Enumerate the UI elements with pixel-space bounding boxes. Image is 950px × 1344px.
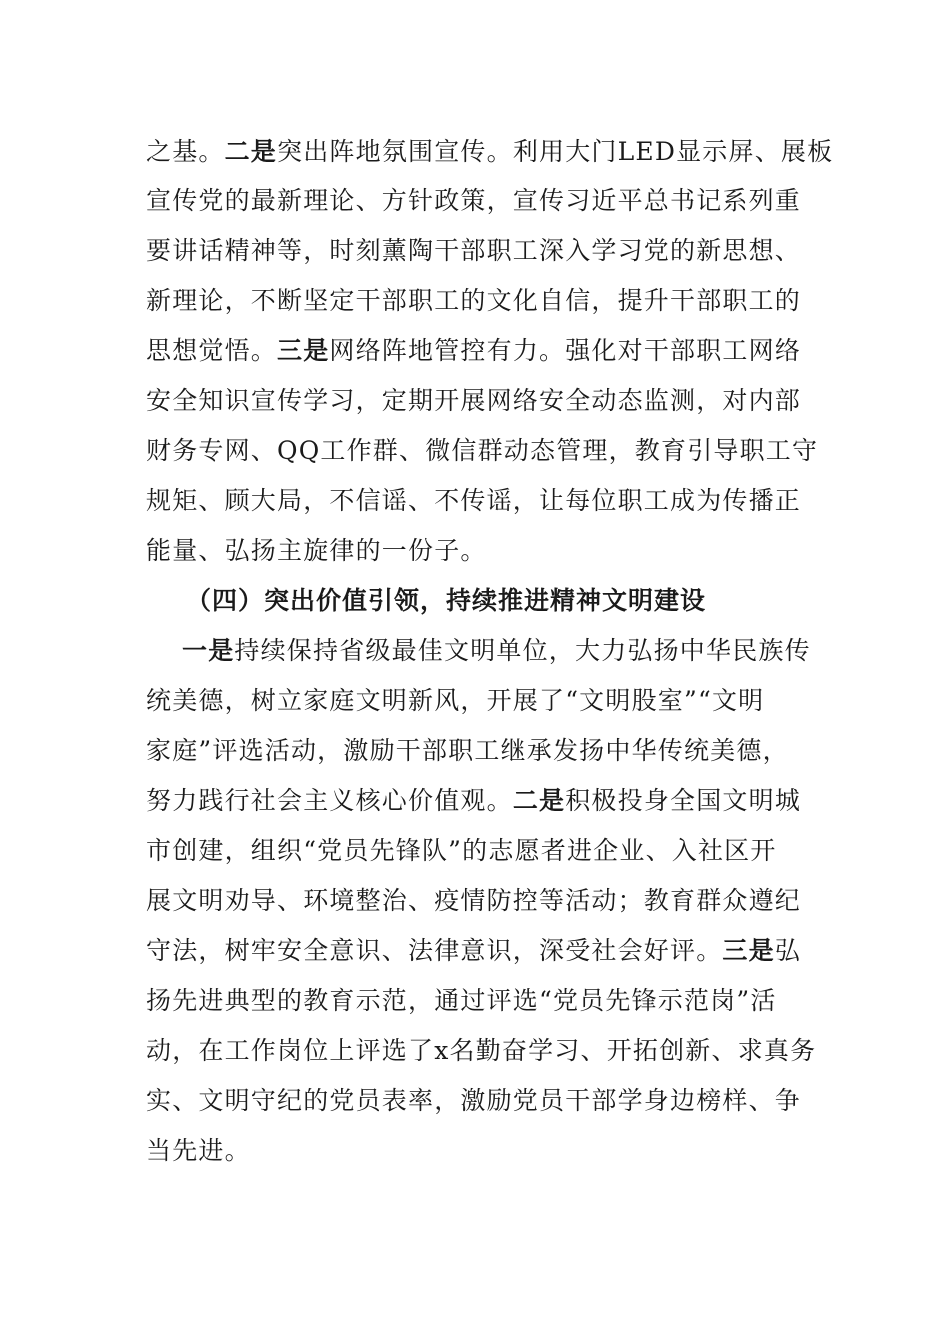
- paragraph-line: [146, 386, 826, 416]
- text-run: 突出阵地氛围宣传。利用大门LED显示屏、展板: [277, 137, 834, 166]
- paragraph-line: [146, 536, 826, 566]
- text-run: 动，在工作岗位上评选了x名勤奋学习、开拓创新、求真务: [146, 1036, 817, 1065]
- paragraph-line: [146, 137, 834, 167]
- text-run: 要讲话精神等，时刻薰陶干部职工深入学习党的新思想、: [146, 236, 802, 265]
- section-heading-text: （四）突出价值引领，持续推进精神文明建设: [186, 586, 707, 615]
- paragraph-line: [146, 836, 826, 866]
- paragraph-line: [146, 486, 826, 516]
- paragraph-line: [146, 786, 826, 816]
- text-run: 安全知识宣传学习，定期开展网络安全动态监测，对内部: [146, 386, 802, 415]
- text-run: 持续保持省级最佳文明单位，大力弘扬中华民族传: [234, 636, 811, 665]
- paragraph-line: [146, 186, 826, 216]
- section-heading: [186, 586, 866, 616]
- text-run: 规矩、顾大局，不信谣、不传谣，让每位职工成为传播正: [146, 486, 802, 515]
- text-run: 统美德，树立家庭文明新风，开展了“文明股室”“文明: [146, 686, 765, 715]
- text-run: 积极投身全国文明城: [565, 786, 802, 815]
- text-run: 扬先进典型的教育示范，通过评选“党员先锋示范岗”活: [146, 986, 777, 1015]
- text-run: 新理论，不断坚定干部职工的文化自信，提升干部职工的: [146, 286, 802, 315]
- paragraph-line: [146, 886, 826, 916]
- paragraph-line: [146, 286, 826, 316]
- text-run: 守法，树牢安全意识、法律意识，深受社会好评。: [146, 936, 723, 965]
- paragraph-line: [146, 936, 826, 966]
- bold-lead-in: 三是: [722, 936, 775, 965]
- text-run: 之基。: [146, 137, 225, 166]
- bold-lead-in: 一是: [182, 636, 235, 665]
- text-run: 当先进。: [146, 1136, 251, 1165]
- paragraph-line: [146, 1136, 826, 1166]
- paragraph-line: [146, 986, 826, 1016]
- paragraph-line: [182, 636, 862, 666]
- paragraph-line: [146, 1036, 826, 1066]
- text-run: 网络阵地管控有力。强化对干部职工网络: [329, 336, 802, 365]
- text-run: 思想觉悟。: [146, 336, 278, 365]
- paragraph-line: [146, 236, 826, 266]
- paragraph-line: [146, 436, 826, 466]
- text-run: 宣传党的最新理论、方针政策，宣传习近平总书记系列重: [146, 186, 802, 215]
- paragraph-line: [146, 686, 826, 716]
- text-run: 家庭”评选活动，激励干部职工继承发扬中华传统美德，: [146, 736, 789, 765]
- text-run: 实、文明守纪的党员表率，激励党员干部学身边榜样、争: [146, 1086, 802, 1115]
- bold-lead-in: 二是: [512, 786, 566, 815]
- text-run: 弘: [774, 936, 802, 965]
- text-run: 财务专网、QQ工作群、微信群动态管理，教育引导职工守: [146, 436, 819, 465]
- paragraph-line: [146, 1086, 826, 1116]
- text-run: 能量、弘扬主旋律的一份子。: [146, 536, 487, 565]
- text-run: 市创建，组织“党员先锋队”的志愿者进企业、入社区开: [146, 836, 777, 865]
- text-run: 努力践行社会主义核心价值观。: [146, 786, 513, 815]
- paragraph-line: [146, 336, 826, 366]
- text-run: 展文明劝导、环境整治、疫情防控等活动；教育群众遵纪: [146, 886, 802, 915]
- paragraph-line: [146, 736, 826, 766]
- bold-lead-in: 二是: [224, 137, 278, 166]
- bold-lead-in: 三是: [277, 336, 330, 365]
